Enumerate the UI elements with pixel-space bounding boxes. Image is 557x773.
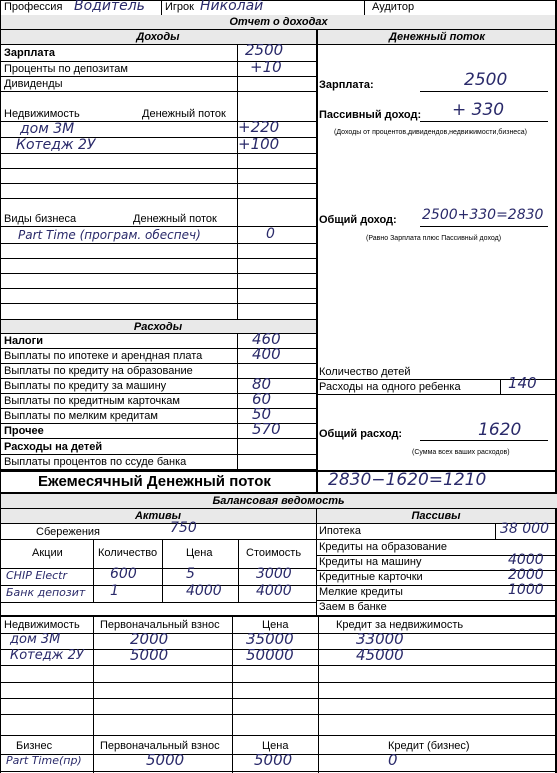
business-down[interactable]: 5000 [146, 751, 185, 769]
liability-label: Заем в банке [319, 601, 387, 613]
business-header: Первоначальный взнос [100, 740, 220, 752]
dividends-label: Дивиденды [4, 78, 63, 90]
expense-row-label: Налоги [4, 335, 43, 347]
business-header: Бизнес [16, 740, 53, 752]
stock-cost[interactable]: 3000 [256, 566, 292, 582]
realty-header: Первоначальный взнос [100, 619, 220, 631]
business-credit[interactable]: 0 [388, 751, 398, 769]
business-cashflow-label: Денежный поток [133, 213, 217, 225]
business-item-1-name[interactable]: Part Time (програм. обеспеч) [18, 228, 201, 242]
expense-row-value[interactable]: 570 [252, 420, 281, 438]
liability-label: Кредитные карточки [319, 571, 423, 583]
realty-item-1-name[interactable]: дом 3М [20, 121, 75, 137]
realty-credit[interactable]: 33000 [356, 630, 404, 648]
expense-row-value[interactable]: 60 [252, 390, 272, 408]
cf-total-label: Общий доход: [319, 214, 397, 226]
stock-header: Количество [98, 547, 158, 559]
assets-title: Активы [0, 509, 316, 523]
expense-row-value[interactable]: 400 [252, 345, 281, 363]
cf-total-value[interactable]: 2500+330=2830 [422, 207, 544, 223]
expense-row-value[interactable]: 460 [252, 330, 281, 348]
income-report-title: Отчет о доходах [0, 15, 557, 29]
realty-price[interactable]: 50000 [246, 646, 294, 664]
profession-value[interactable]: Водитель [74, 0, 145, 14]
cf-total-note: (Равно Зарплата плюс Пассивный доход) [366, 235, 502, 242]
expense-row-value[interactable]: 80 [252, 375, 272, 393]
expense-row-label: Выплаты процентов по ссуде банка [4, 456, 187, 468]
liability-label: Кредиты на машину [319, 556, 422, 568]
income-section-title: Доходы [0, 30, 316, 44]
per-child-value[interactable]: 140 [508, 374, 537, 392]
expense-row-label: Выплаты по ипотеке и арендная плата [4, 350, 203, 362]
stock-header: Акции [32, 547, 63, 559]
realty-down[interactable]: 5000 [130, 646, 169, 664]
cf-salary-value[interactable]: 2500 [464, 70, 508, 90]
realty-header: Кредит за недвижимость [336, 619, 464, 631]
savings-label: Сбережения [36, 526, 101, 538]
player-label: Игрок [165, 1, 194, 13]
stock-cost[interactable]: 4000 [256, 583, 292, 599]
salary-value[interactable]: 2500 [245, 41, 284, 59]
cf-salary-label: Зарплата: [319, 79, 374, 91]
stock-qty[interactable]: 600 [110, 566, 137, 582]
stock-name[interactable]: CHIP Electr [6, 569, 67, 582]
profession-label: Профессия [4, 1, 63, 13]
liability-value[interactable]: 2000 [508, 567, 544, 583]
liability-label: Кредиты на образование [319, 541, 447, 553]
expense-row-value[interactable]: 50 [252, 405, 272, 423]
cf-passive-value[interactable]: + 330 [452, 100, 505, 120]
children-label: Количество детей [319, 366, 411, 378]
business-price[interactable]: 5000 [254, 751, 293, 769]
realty-item-2-name[interactable]: Котедж 2У [16, 137, 96, 153]
stock-price[interactable]: 4000 [186, 583, 222, 599]
cashflow-section-title: Денежный поток [317, 30, 557, 44]
stock-header: Стоимость [246, 547, 302, 559]
realty-price[interactable]: 35000 [246, 630, 294, 648]
business-header: Кредит (бизнес) [388, 740, 470, 752]
expense-row-label: Расходы на детей [4, 441, 103, 453]
salary-label: Зарплата [4, 47, 55, 59]
balance-title: Балансовая ведомость [0, 494, 557, 508]
realty-header: Цена [262, 619, 289, 631]
per-child-label: Расходы на одного ребенка [319, 381, 461, 393]
stock-header: Цена [186, 547, 213, 559]
cf-passive-label: Пассивный доход: [319, 109, 422, 121]
realty-header: Недвижимость [4, 619, 80, 631]
stock-qty[interactable]: 1 [110, 583, 119, 599]
realty-down[interactable]: 2000 [130, 630, 169, 648]
realty-label: Недвижимость [4, 108, 80, 120]
monthly-cashflow-label: Ежемесячный Денежный поток [38, 473, 271, 490]
cf-passive-note: (Доходы от процентов,дивидендов,недвижимости,бизнеса) [334, 129, 527, 136]
expense-row-label: Выплаты по мелким кредитам [4, 410, 158, 422]
expense-row-label: Прочее [4, 425, 44, 437]
expenses-section-title: Расходы [0, 320, 316, 333]
stock-name[interactable]: Банк депозит [6, 586, 86, 599]
liability-label: Мелкие кредиты [319, 586, 403, 598]
liability-value[interactable]: 4000 [508, 552, 544, 568]
monthly-cashflow-value[interactable]: 2830−1620=1210 [328, 470, 487, 490]
expense-row-label: Выплаты по кредитным карточкам [4, 395, 180, 407]
cf-total-exp-label: Общий расход: [319, 428, 403, 440]
player-value[interactable]: Николай [200, 0, 264, 14]
business-header: Цена [262, 740, 289, 752]
liability-value[interactable]: 1000 [508, 582, 544, 598]
realty-item-2-value[interactable]: +100 [238, 135, 280, 153]
expense-row-label: Выплаты по кредиту на образование [4, 365, 193, 377]
realty-cashflow-label: Денежный поток [142, 108, 226, 120]
stock-price[interactable]: 5 [186, 566, 195, 582]
deposit-value[interactable]: +10 [250, 58, 282, 76]
realty-credit[interactable]: 45000 [356, 646, 404, 664]
liability-value[interactable]: 38 000 [500, 521, 549, 537]
realty-name[interactable]: Котедж 2У [10, 648, 84, 663]
expense-row-label: Выплаты по кредиту за машину [4, 380, 167, 392]
business-item-1-value[interactable]: 0 [266, 226, 275, 242]
liabilities-title: Пассивы [317, 509, 555, 523]
realty-name[interactable]: дом 3М [10, 632, 61, 647]
business-name[interactable]: Part Time(пр) [6, 754, 82, 767]
savings-value[interactable]: 750 [170, 520, 197, 536]
realty-item-1-value[interactable]: +220 [238, 118, 280, 136]
cf-total-exp-note: (Сумма всех ваших расходов) [412, 449, 510, 456]
deposit-label: Проценты по депозитам [4, 63, 128, 75]
cf-total-exp-value[interactable]: 1620 [478, 420, 522, 440]
auditor-label: Аудитор [372, 1, 415, 13]
business-label: Виды бизнеса [4, 213, 77, 225]
liability-label: Ипотека [319, 525, 361, 537]
